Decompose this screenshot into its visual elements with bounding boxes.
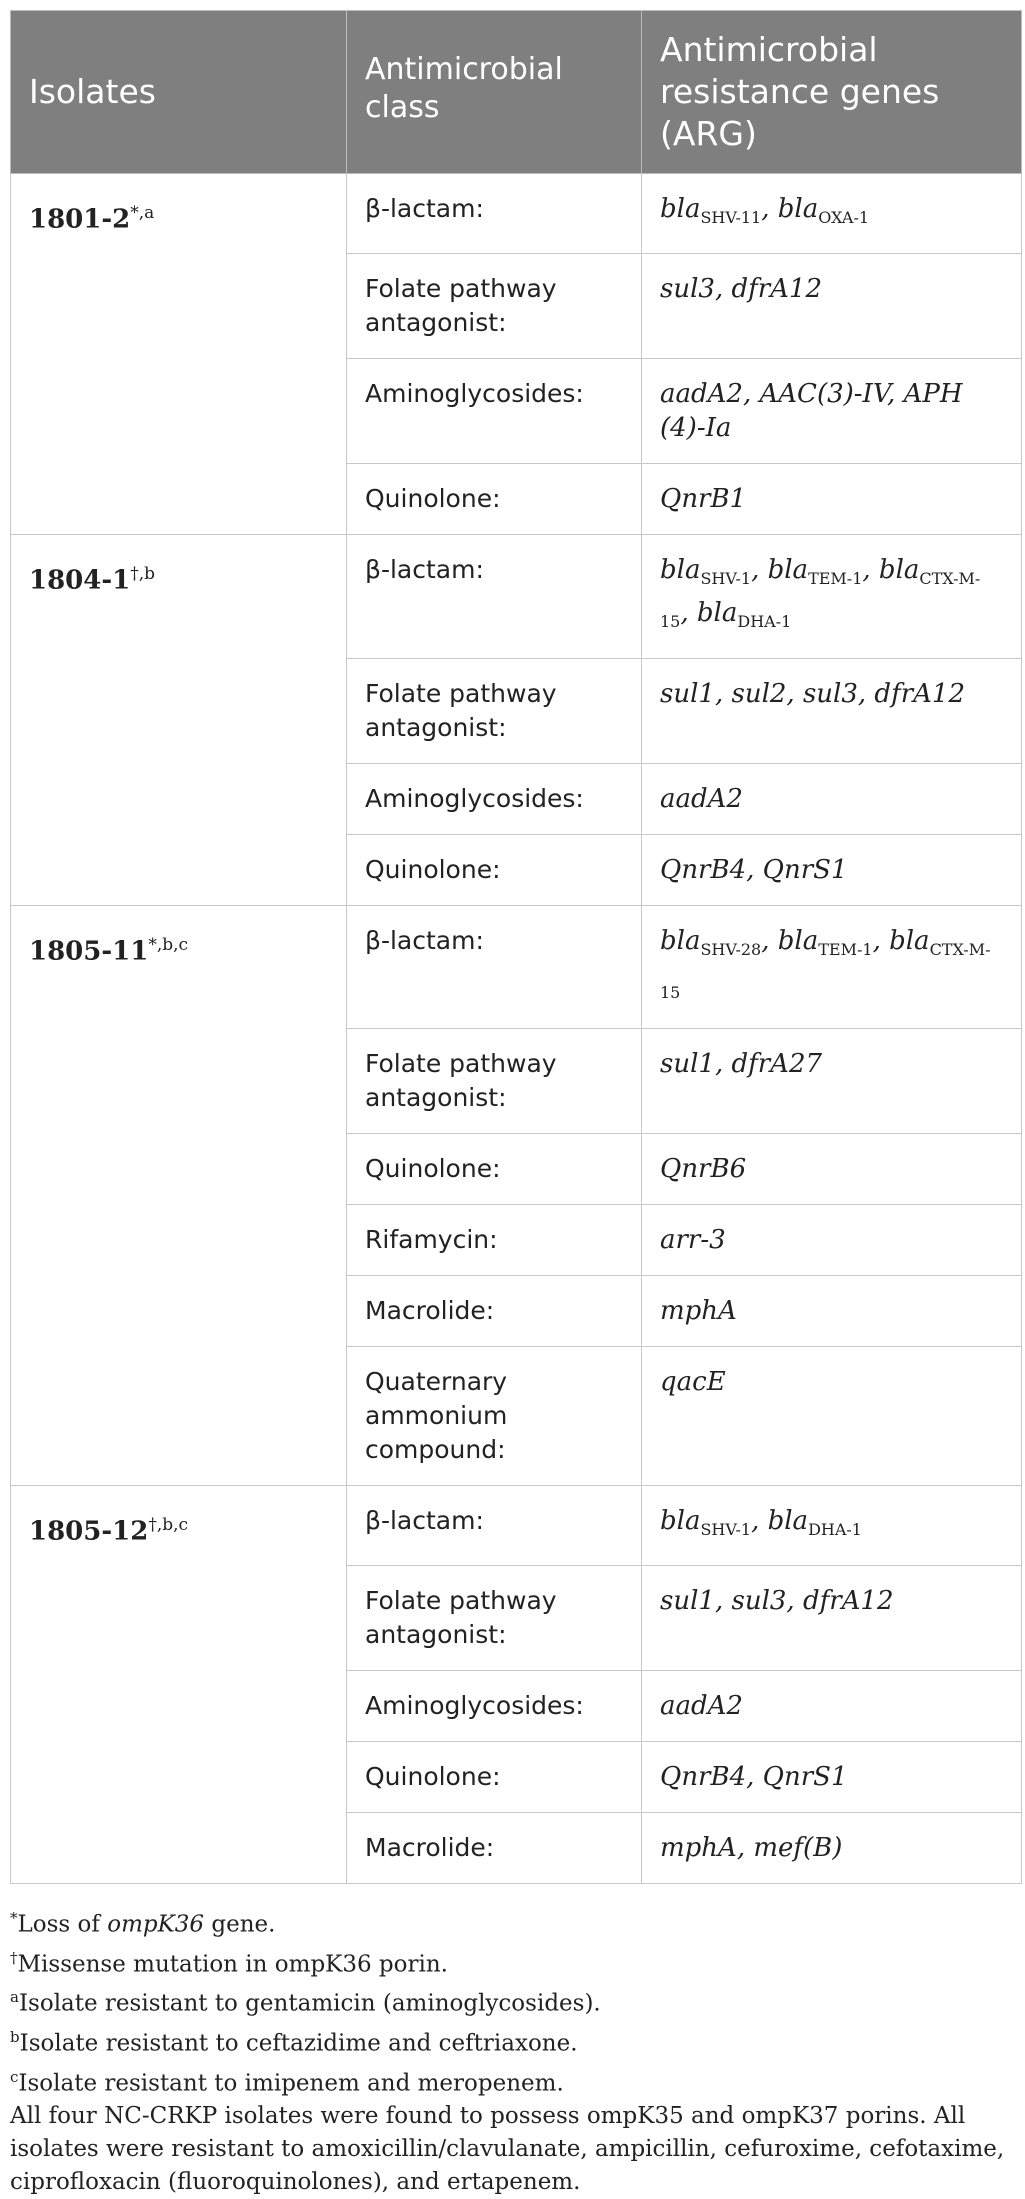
antimicrobial-class: β-lactam: <box>347 905 642 1028</box>
gene-variant: CTX-M-15 <box>660 939 991 1002</box>
antimicrobial-class: β-lactam: <box>347 174 642 254</box>
resistance-genes <box>642 763 1022 834</box>
gene-separator: , <box>761 194 778 224</box>
gene-name: aadA2 <box>660 1691 743 1722</box>
header-genes: Antimicrobial resistance genes (ARG) <box>642 11 1022 174</box>
gene-separator: , <box>751 1505 768 1536</box>
gene-name: bla <box>660 1505 701 1536</box>
arg-table <box>10 10 1022 1884</box>
antimicrobial-class: β-lactam: <box>347 1485 642 1565</box>
footnote-text: Loss of <box>17 1911 108 1938</box>
table-container <box>10 10 1021 2199</box>
gene-name: arr-3 <box>660 1224 726 1255</box>
gene-name: bla <box>767 1505 809 1536</box>
antimicrobial-class: Folate pathway antagonist: <box>347 254 642 359</box>
resistance-genes <box>642 1346 1022 1485</box>
antimicrobial-class: Quinolone: <box>347 1133 642 1204</box>
footnote-text: Isolate resistant to imipenem and meropenem. <box>18 2070 564 2097</box>
isolate-footnote-marks: *,b,c <box>148 934 189 955</box>
antimicrobial-class: Quinolone: <box>347 1742 642 1813</box>
resistance-genes <box>642 1566 1022 1671</box>
gene-name: bla <box>767 555 809 586</box>
antimicrobial-class: Folate pathway antagonist: <box>347 1566 642 1671</box>
isolate-id <box>11 535 347 905</box>
antimicrobial-class: Quaternary ammonium compound: <box>347 1346 642 1485</box>
table-row <box>11 1485 1022 1565</box>
gene-variant: OXA-1 <box>818 208 870 228</box>
isolate-id <box>11 905 347 1485</box>
table-row <box>11 905 1022 1028</box>
resistance-genes <box>642 1133 1022 1204</box>
footnote-mark: a <box>10 1988 19 2007</box>
footnote <box>10 1942 1021 1982</box>
resistance-genes <box>642 254 1022 359</box>
antimicrobial-class: Rifamycin: <box>347 1204 642 1275</box>
isolate-id <box>11 1485 347 1883</box>
gene-name: sul1, dfrA27 <box>660 1048 823 1079</box>
antimicrobial-class: Quinolone: <box>347 464 642 535</box>
antimicrobial-class: Quinolone: <box>347 834 642 905</box>
gene-name: bla <box>660 555 701 586</box>
gene-name: mphA <box>660 1295 737 1326</box>
table-summary-note: All four NC-CRKP isolates were found to possess ompK35 and ompK37 porins. All isolates were resistant to amoxicillin/clavulanate, ampicillin, cefuroxime, cefotaxime, ciprofloxacin (fluoroquinolones), and ertapenem. <box>10 2103 1005 2196</box>
gene-variant: TEM-1 <box>818 939 873 959</box>
gene-separator: , <box>761 925 778 956</box>
gene-variant: SHV-1 <box>700 569 752 589</box>
header-row <box>11 11 1022 174</box>
table-row <box>11 535 1022 658</box>
gene-variant: DHA-1 <box>737 612 792 632</box>
gene-name: bla <box>777 925 819 956</box>
gene-name: bla <box>696 598 738 629</box>
antimicrobial-class: Macrolide: <box>347 1275 642 1346</box>
gene-name: QnrB4, QnrS1 <box>660 854 848 885</box>
gene-separator: , <box>680 598 697 629</box>
footnote <box>10 2061 1021 2101</box>
gene-variant: CTX-M-15 <box>660 569 981 632</box>
table-body <box>11 174 1022 1884</box>
resistance-genes <box>642 1485 1022 1565</box>
gene-name: sul3, dfrA12 <box>660 274 823 305</box>
table-row <box>11 174 1022 254</box>
isolate-footnote-marks: †,b,c <box>148 1514 189 1535</box>
resistance-genes <box>642 1671 1022 1742</box>
resistance-genes <box>642 464 1022 535</box>
footnote <box>10 1902 1021 1942</box>
footnote-text-after: gene. <box>204 1911 276 1938</box>
isolate-label: 1801-2 <box>29 204 131 235</box>
resistance-genes <box>642 174 1022 254</box>
isolate-label: 1805-11 <box>29 936 149 967</box>
resistance-genes <box>642 359 1022 464</box>
footnote-mark: b <box>10 2028 20 2047</box>
resistance-genes <box>642 905 1022 1028</box>
gene-name: bla <box>660 925 701 956</box>
gene-separator: , <box>751 555 768 586</box>
antimicrobial-class: Folate pathway antagonist: <box>347 1028 642 1133</box>
gene-name: sul1, sul3, dfrA12 <box>660 1586 894 1617</box>
gene-name: aadA2 <box>660 783 743 814</box>
footnote <box>10 2021 1021 2061</box>
resistance-genes <box>642 834 1022 905</box>
resistance-genes <box>642 535 1022 658</box>
footnotes <box>10 1902 1021 2199</box>
gene-separator: , <box>872 925 890 956</box>
resistance-genes <box>642 1742 1022 1813</box>
gene-variant: SHV-11 <box>700 208 762 228</box>
gene-name: bla <box>878 555 920 586</box>
antimicrobial-class: Aminoglycosides: <box>347 763 642 834</box>
gene-name: bla <box>660 194 701 224</box>
gene-name: sul1, sul2, sul3, dfrA12 <box>660 678 965 709</box>
footnote-mark: † <box>10 1948 18 1967</box>
gene-name: qacE <box>660 1366 726 1397</box>
resistance-genes <box>642 1204 1022 1275</box>
isolate-footnote-marks: †,b <box>130 564 156 585</box>
footnote <box>10 1981 1021 2021</box>
footnote-text: Missense mutation in ompK36 porin. <box>17 1951 448 1978</box>
gene-variant: DHA-1 <box>808 1520 862 1540</box>
gene-variant: TEM-1 <box>808 569 863 589</box>
resistance-genes <box>642 658 1022 763</box>
footnote-text: Isolate resistant to ceftazidime and ceftriaxone. <box>19 2030 578 2057</box>
header-class: Antimicrobial class <box>347 11 642 174</box>
gene-name: mphA, mef(B) <box>660 1833 843 1864</box>
isolate-label: 1805-12 <box>29 1516 149 1547</box>
resistance-genes <box>642 1275 1022 1346</box>
gene-name: bla <box>889 925 930 956</box>
gene-name: aadA2, AAC(3)-IV, APH (4)-Ia <box>660 379 963 444</box>
footnote-mark: c <box>10 2067 19 2086</box>
antimicrobial-class: Macrolide: <box>347 1813 642 1884</box>
gene-name: bla <box>777 194 819 224</box>
isolate-footnote-marks: *,a <box>130 203 155 223</box>
gene-variant: SHV-28 <box>700 939 762 959</box>
antimicrobial-class: Folate pathway antagonist: <box>347 658 642 763</box>
gene-name: QnrB1 <box>660 484 747 515</box>
isolate-label: 1804-1 <box>29 565 131 596</box>
gene-name: QnrB6 <box>660 1153 747 1184</box>
header-isolates: Isolates <box>11 11 347 174</box>
footnote-gene: ompK36 <box>107 1911 205 1938</box>
footnote-mark: * <box>10 1909 18 1928</box>
isolate-id <box>11 174 347 535</box>
antimicrobial-class: Aminoglycosides: <box>347 1671 642 1742</box>
resistance-genes <box>642 1813 1022 1884</box>
antimicrobial-class: Aminoglycosides: <box>347 359 642 464</box>
resistance-genes <box>642 1028 1022 1133</box>
footnote-text: Isolate resistant to gentamicin (aminoglycosides). <box>18 1991 601 2018</box>
antimicrobial-class: β-lactam: <box>347 535 642 658</box>
gene-name: QnrB4, QnrS1 <box>660 1762 848 1793</box>
gene-variant: SHV-1 <box>700 1520 752 1540</box>
gene-separator: , <box>862 555 879 586</box>
